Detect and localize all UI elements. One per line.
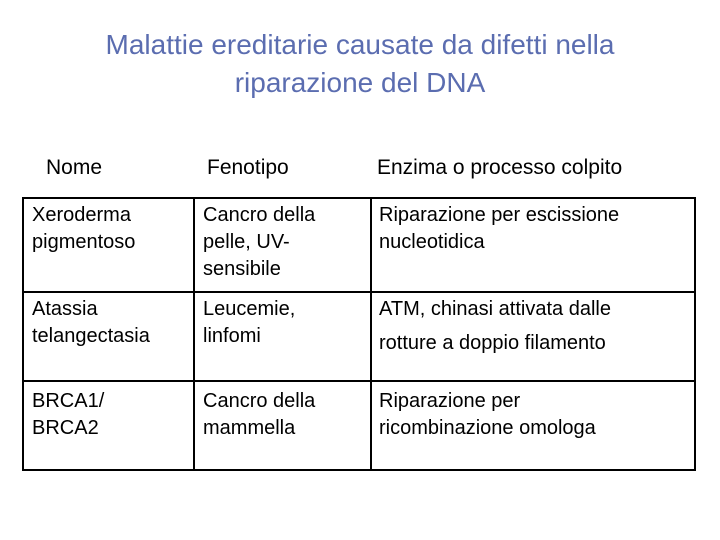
column-header-enzima: Enzima o processo colpito <box>377 156 623 179</box>
table-cell-fenotipo-row-3: Cancro della mammella <box>203 390 316 439</box>
table-border-bottom <box>22 469 696 471</box>
table-cell-enzima-row-1: Riparazione per escissione nucleotidica <box>379 204 620 253</box>
table-border-left <box>22 197 24 471</box>
column-header-fenotipo: Fenotipo <box>207 156 289 179</box>
table-border-top <box>22 197 696 199</box>
column-header-nome: Nome <box>46 156 103 179</box>
table-cell-enzima-row-2: ATM, chinasi attivata dalle rotture a doppio filamento <box>379 298 611 354</box>
slide-title-line-2: riparazione del DNA <box>234 67 486 98</box>
table-border-right <box>694 197 696 471</box>
table-cell-nome-row-2: Atassia telangectasia <box>32 298 150 347</box>
table-cell-fenotipo-row-1: Cancro della pelle, UV- sensibile <box>203 204 316 280</box>
table-cell-nome-row-1: Xeroderma pigmentoso <box>32 204 136 253</box>
table-row-divider-2 <box>22 380 696 382</box>
table-cell-enzima-row-3: Riparazione per ricombinazione omologa <box>379 390 596 439</box>
table-cell-nome-row-3: BRCA1/ BRCA2 <box>32 390 105 439</box>
slide-title-line-1: Malattie ereditarie causate da difetti nella <box>105 29 615 60</box>
table-divider-2 <box>370 197 372 471</box>
table-divider-1 <box>193 197 195 471</box>
slide-title <box>0 26 720 102</box>
table-cell-fenotipo-row-2: Leucemie, linfomi <box>203 298 296 347</box>
